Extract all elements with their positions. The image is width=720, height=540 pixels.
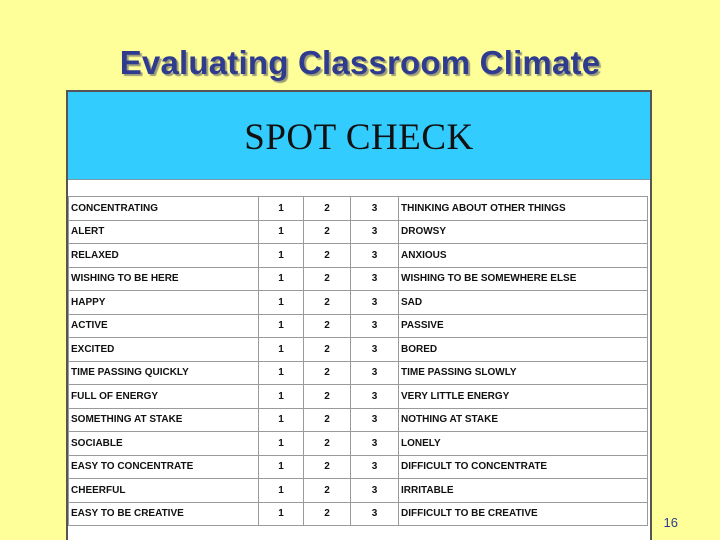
positive-state-cell: HAPPY bbox=[69, 291, 259, 315]
negative-state-cell: LONELY bbox=[399, 432, 648, 456]
spot-check-title: SPOT CHECK bbox=[244, 117, 474, 158]
positive-state-cell: ACTIVE bbox=[69, 314, 259, 338]
rating-cell-3[interactable]: 3 bbox=[351, 385, 399, 409]
rating-cell-3[interactable]: 3 bbox=[351, 432, 399, 456]
positive-state-cell: EASY TO BE CREATIVE bbox=[69, 502, 259, 526]
rating-cell-3[interactable]: 3 bbox=[351, 455, 399, 479]
rating-cell-3[interactable]: 3 bbox=[351, 502, 399, 526]
rating-cell-3[interactable]: 3 bbox=[351, 267, 399, 291]
positive-state-cell: CHEERFUL bbox=[69, 479, 259, 503]
slide-title: Evaluating Classroom Climate bbox=[119, 44, 601, 81]
negative-state-cell: DIFFICULT TO BE CREATIVE bbox=[399, 502, 648, 526]
negative-state-cell: NOTHING AT STAKE bbox=[399, 408, 648, 432]
rating-cell-2[interactable]: 2 bbox=[304, 314, 351, 338]
rating-cell-2[interactable]: 2 bbox=[304, 479, 351, 503]
negative-state-cell: SAD bbox=[399, 291, 648, 315]
negative-state-cell: BORED bbox=[399, 338, 648, 362]
rating-cell-3[interactable]: 3 bbox=[351, 314, 399, 338]
rating-cell-2[interactable]: 2 bbox=[304, 502, 351, 526]
positive-state-cell: FULL OF ENERGY bbox=[69, 385, 259, 409]
table-row bbox=[69, 479, 648, 503]
rating-cell-1[interactable]: 1 bbox=[259, 432, 304, 456]
rating-cell-1[interactable]: 1 bbox=[259, 502, 304, 526]
rating-cell-2[interactable]: 2 bbox=[304, 361, 351, 385]
table-row bbox=[69, 220, 648, 244]
rating-cell-1[interactable]: 1 bbox=[259, 408, 304, 432]
table-row bbox=[69, 267, 648, 291]
rating-cell-1[interactable]: 1 bbox=[259, 267, 304, 291]
spot-check-header bbox=[68, 92, 650, 180]
negative-state-cell: TIME PASSING SLOWLY bbox=[399, 361, 648, 385]
rating-cell-2[interactable]: 2 bbox=[304, 291, 351, 315]
rating-cell-2[interactable]: 2 bbox=[304, 338, 351, 362]
table-row bbox=[69, 502, 648, 526]
rating-cell-3[interactable]: 3 bbox=[351, 220, 399, 244]
rating-cell-1[interactable]: 1 bbox=[259, 244, 304, 268]
rating-cell-2[interactable]: 2 bbox=[304, 197, 351, 221]
rating-cell-3[interactable]: 3 bbox=[351, 479, 399, 503]
positive-state-cell: TIME PASSING QUICKLY bbox=[69, 361, 259, 385]
page-number: 16 bbox=[663, 515, 678, 530]
negative-state-cell: PASSIVE bbox=[399, 314, 648, 338]
negative-state-cell: VERY LITTLE ENERGY bbox=[399, 385, 648, 409]
positive-state-cell: RELAXED bbox=[69, 244, 259, 268]
rating-cell-3[interactable]: 3 bbox=[351, 291, 399, 315]
table-row bbox=[69, 408, 648, 432]
table-row bbox=[69, 291, 648, 315]
spot-check-panel bbox=[66, 90, 652, 540]
rating-cell-1[interactable]: 1 bbox=[259, 314, 304, 338]
negative-state-cell: IRRITABLE bbox=[399, 479, 648, 503]
rating-cell-1[interactable]: 1 bbox=[259, 197, 304, 221]
rating-cell-1[interactable]: 1 bbox=[259, 479, 304, 503]
rating-cell-2[interactable]: 2 bbox=[304, 408, 351, 432]
rating-cell-2[interactable]: 2 bbox=[304, 220, 351, 244]
table-row bbox=[69, 314, 648, 338]
rating-cell-1[interactable]: 1 bbox=[259, 220, 304, 244]
negative-state-cell: ANXIOUS bbox=[399, 244, 648, 268]
negative-state-cell: THINKING ABOUT OTHER THINGS bbox=[399, 197, 648, 221]
rating-cell-2[interactable]: 2 bbox=[304, 455, 351, 479]
positive-state-cell: ALERT bbox=[69, 220, 259, 244]
rating-cell-1[interactable]: 1 bbox=[259, 455, 304, 479]
rating-cell-2[interactable]: 2 bbox=[304, 244, 351, 268]
rating-cell-3[interactable]: 3 bbox=[351, 197, 399, 221]
rating-cell-3[interactable]: 3 bbox=[351, 244, 399, 268]
table-row bbox=[69, 244, 648, 268]
positive-state-cell: EASY TO CONCENTRATE bbox=[69, 455, 259, 479]
rating-cell-1[interactable]: 1 bbox=[259, 291, 304, 315]
rating-cell-2[interactable]: 2 bbox=[304, 267, 351, 291]
positive-state-cell: SOMETHING AT STAKE bbox=[69, 408, 259, 432]
table-row bbox=[69, 432, 648, 456]
positive-state-cell: CONCENTRATING bbox=[69, 197, 259, 221]
table-row bbox=[69, 361, 648, 385]
negative-state-cell: DROWSY bbox=[399, 220, 648, 244]
rating-cell-1[interactable]: 1 bbox=[259, 385, 304, 409]
table-row bbox=[69, 385, 648, 409]
positive-state-cell: EXCITED bbox=[69, 338, 259, 362]
rating-cell-2[interactable]: 2 bbox=[304, 432, 351, 456]
table-row bbox=[69, 338, 648, 362]
rating-cell-2[interactable]: 2 bbox=[304, 385, 351, 409]
rating-cell-3[interactable]: 3 bbox=[351, 361, 399, 385]
rating-cell-1[interactable]: 1 bbox=[259, 338, 304, 362]
positive-state-cell: SOCIABLE bbox=[69, 432, 259, 456]
rating-cell-1[interactable]: 1 bbox=[259, 361, 304, 385]
negative-state-cell: DIFFICULT TO CONCENTRATE bbox=[399, 455, 648, 479]
negative-state-cell: WISHING TO BE SOMEWHERE ELSE bbox=[399, 267, 648, 291]
table-row bbox=[69, 455, 648, 479]
table-row bbox=[69, 197, 648, 221]
rating-cell-3[interactable]: 3 bbox=[351, 408, 399, 432]
spot-check-table bbox=[68, 196, 648, 526]
positive-state-cell: WISHING TO BE HERE bbox=[69, 267, 259, 291]
rating-cell-3[interactable]: 3 bbox=[351, 338, 399, 362]
